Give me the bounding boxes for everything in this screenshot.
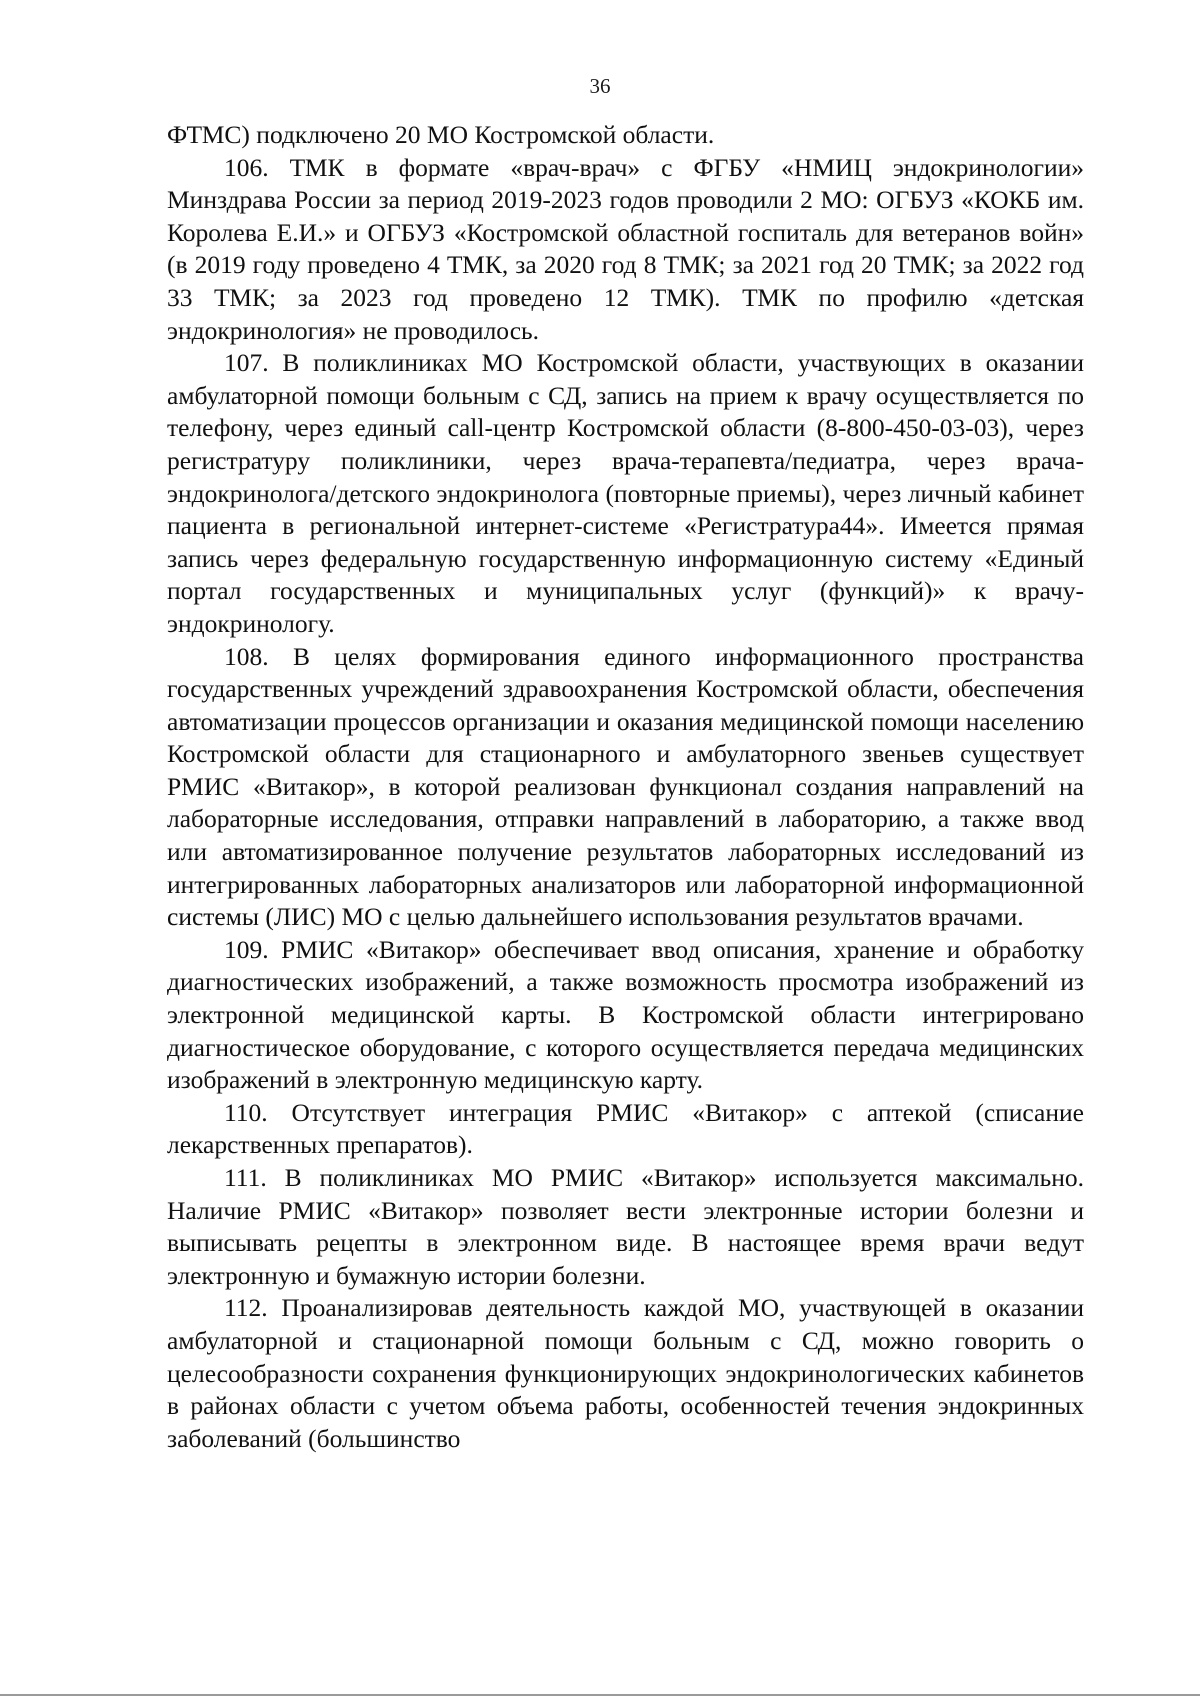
paragraph-112: 112. Проанализировав деятельность каждой МО, участвующей в оказании амбулаторной и стационарной помощи больным с СД, можно говорить о целесообразности сохранения функционирующих эндокринологических кабинетов в районах области с учетом объема работы, особенностей течения эндокринных заболеваний (большинство bbox=[167, 1293, 1084, 1453]
paragraph-111: 111. В поликлиниках МО РМИС «Витакор» используется максимально. Наличие РМИС «Витакор» позволяет вести электронные истории болезни и выписывать рецепты в электронном виде. В настоящее время врачи ведут электронную и бумажную истории болезни. bbox=[167, 1163, 1084, 1290]
paragraph-107: 107. В поликлиниках МО Костромской области, участвующих в оказании амбулаторной помощи больным с СД, запись на прием к врачу осуществляется по телефону, через единый call-центр Костромской области (8-800-450-03-03), через регистратуру поликлиники, через врача-терапевта/педиатра, через врача-эндокринолога/детского эндокринолога (повторные приемы), через личный кабинет пациента в региональной интернет-системе «Регистратура44». Имеется прямая запись через федеральную государственную информационную систему «Единый портал государственных и муниципальных услуг (функций)» к врачу-эндокринологу. bbox=[167, 348, 1084, 638]
page-number: 36 bbox=[589, 74, 611, 98]
paragraph-108: 108. В целях формирования единого информационного пространства государственных учреждений здравоохранения Костромской области, обеспечения автоматизации процессов организации и оказания медицинской помощи населению Костромской области для стационарного и амбулаторного звеньев существует РМИС «Витакор», в которой реализован функционал создания направлений на лабораторные исследования, отправки направлений в лабораторию, а также ввод или автоматизированное получение результатов лабораторных исследований из интегрированных лабораторных анализаторов или лабораторной информационной системы (ЛИС) МО с целью дальнейшего использования результатов врачами. bbox=[167, 641, 1084, 932]
paragraph-110: 110. Отсутствует интеграция РМИС «Витакор» с аптекой (списание лекарственных препаратов). bbox=[167, 1097, 1084, 1160]
paragraph-106: 106. ТМК в формате «врач-врач» с ФГБУ «НМИЦ эндокринологии» Минздрава России за период 2019-2023 годов проводили 2 МО: ОГБУЗ «КОКБ им. Королева Е.И.» и ОГБУЗ «Костромской областной госпиталь для ветеранов войн» (в 2019 году проведено 4 ТМК, за 2020 год 8 ТМК; за 2021 год 20 ТМК; за 2022 год 33 ТМК; за 2023 год проведено 12 ТМК). ТМК по профилю «детская эндокринология» не проводилось. bbox=[167, 152, 1084, 345]
paragraph-109: 109. РМИС «Витакор» обеспечивает ввод описания, хранение и обработку диагностических изображений, а также возможность просмотра изображений из электронной медицинской карты. В Костромской области интегрировано диагностическое оборудование, с которого осуществляется передача медицинских изображений в электронную медицинскую карту. bbox=[167, 934, 1084, 1095]
paragraph-continuation: ФТМС) подключено 20 МО Костромской области. bbox=[167, 120, 715, 149]
document-body bbox=[167, 119, 1084, 1455]
page-bottom-edge bbox=[0, 1694, 1200, 1696]
